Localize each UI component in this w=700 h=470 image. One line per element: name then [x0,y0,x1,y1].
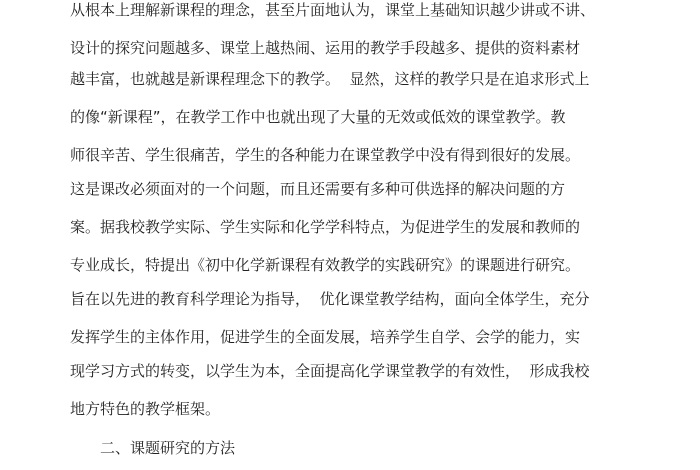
body-text-line: 地方特色的教学框架。 [70,400,221,418]
body-text-line: 这是课改必须面对的一个问题，而且还需要有多种可供选择的解决问题的方 [70,180,566,198]
body-text-line: 案。据我校教学实际、学生实际和化学学科特点，为促进学生的发展和教师的 [70,218,581,236]
body-text-line: 旨在以先进的教育科学理论为指导， 优化课堂教学结构，面向全体学生，充分 [70,290,590,308]
body-text-line: 现学习方式的转变，以学生为本，全面提高化学课堂教学的有效性， 形成我校 [70,362,590,380]
body-text-line: 的像“新课程”，在教学工作中也就出现了大量的无效或低效的课堂教学。教 [70,108,566,126]
body-text-line: 越丰富，也就越是新课程理念下的教学。 显然，这样的教学只是在追求形式上 [70,70,590,88]
body-text-line: 从根本上理解新课程的理念，甚至片面地认为，课堂上基础知识越少讲或不讲、 [70,1,596,19]
body-text-line: 师很辛苦、学生很痛苦，学生的各种能力在课堂教学中没有得到很好的发展。 [70,146,581,164]
body-text-line: 设计的探究问题越多、课堂上越热闹、运用的教学手段越多、提供的资料素材 [70,39,581,57]
body-text-line: 专业成长，特提出《初中化学新课程有效教学的实践研究》的课题进行研究。 [70,256,581,274]
section-heading: 二、课题研究的方法 [100,439,236,457]
body-text-line: 发挥学生的主体作用，促进学生的全面发展，培养学生自学、会学的能力，实 [70,328,581,346]
